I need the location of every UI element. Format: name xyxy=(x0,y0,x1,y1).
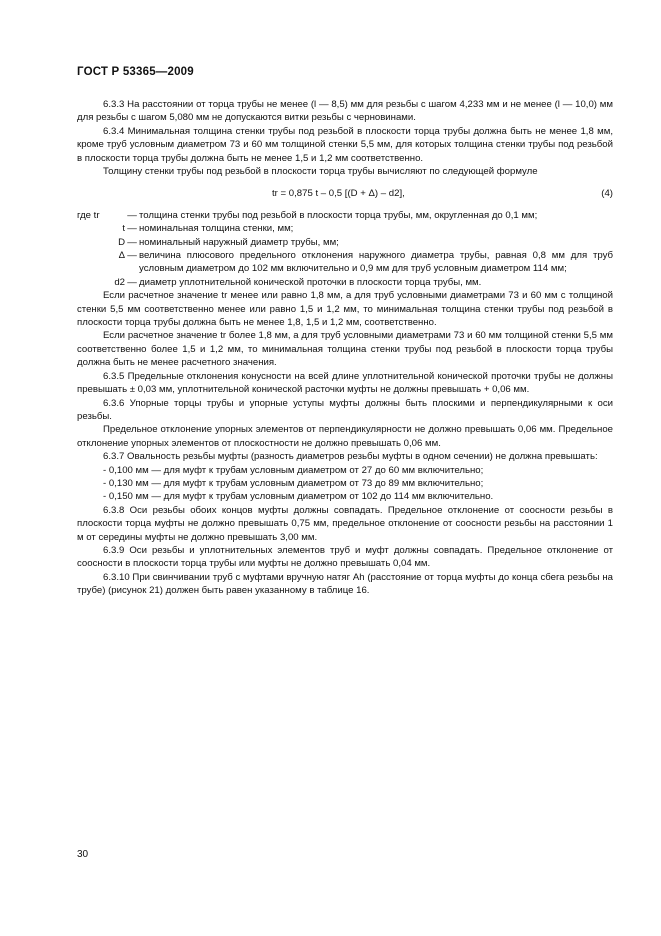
definition-text: диаметр уплотнительной конической проточки в плоскости торца трубы, мм. xyxy=(139,276,482,288)
definition-symbol: D xyxy=(118,236,125,248)
paragraph-6-3-6: 6.3.6 Упорные торцы трубы и упорные уступы муфты должны быть плоскими и перпендикулярными к оси резьбы. xyxy=(77,397,613,422)
definition-row xyxy=(77,236,613,249)
definition-dash: — xyxy=(127,236,137,248)
definition-dash: — xyxy=(127,223,137,235)
paragraph-6-3-9: 6.3.9 Оси резьбы и уплотнительных элементов труб и муфт должны совпадать. Предельное отклонение от соосности в плоскости торца трубы или муфты не должно превышать 0,04 мм. xyxy=(77,544,613,570)
definition-row xyxy=(77,249,613,276)
definition-row xyxy=(77,276,613,289)
paragraph-if-1: Если расчетное значение tr менее или равно 1,8 мм, а для труб условными диаметрами 73 и 60 мм с толщиной стенки 5,5 мм соответственно менее или равно 1,5 и 1,2 мм, то минимальная толщина стенки трубы под резьбой в плоскости торца трубы должна быть не менее 1,8, 1,5 и 1,2 мм, соответственно. xyxy=(77,290,613,329)
formula-number: (4) xyxy=(601,188,613,200)
definition-symbol: t xyxy=(122,223,125,235)
definition-row xyxy=(77,222,613,235)
definition-text: номинальная толщина стенки, мм; xyxy=(139,223,294,235)
document-header: ГОСТ Р 53365—2009 xyxy=(77,66,194,78)
paragraph-6-3-10: 6.3.10 При свинчивании труб с муфтами вручную натяг Ah (расстояние от торца муфты до конца сбега резьбы на трубе) (рисунок 21) должен быть равен указанному в таблице 16. xyxy=(77,571,613,597)
document-body xyxy=(77,98,613,598)
definition-dash: — xyxy=(127,276,137,288)
definition-text: толщина стенки трубы под резьбой в плоскости торца трубы, мм, округленная до 0,1 мм; xyxy=(139,209,538,221)
page-number: 30 xyxy=(77,849,89,860)
definition-symbol: d2 xyxy=(114,276,125,288)
paragraph-6-3-7: 6.3.7 Овальность резьбы муфты (разность диаметров резьбы муфты в одном сечении) не должна превышать: xyxy=(103,451,598,463)
ovality-list xyxy=(77,464,613,504)
paragraph-6-3-8: 6.3.8 Оси резьбы обоих концов муфты должны совпадать. Предельное отклонение от соосности резьбы в плоскости торца муфты не должно превышать 0,75 мм, предельное отклонение от соосности резьбы на расстоянии 1 м от середины муфты не должно превышать 3,00 мм. xyxy=(77,504,613,543)
definition-row xyxy=(77,209,613,222)
definition-text: номинальный наружный диаметр трубы, мм; xyxy=(139,236,339,248)
definition-text: величина плюсового предельного отклонения наружного диаметра трубы, равная 0,8 мм для труб условным диаметром до 102 мм включительно и 0,9 мм для труб условным диаметром 114 мм; xyxy=(139,250,613,275)
paragraph-6-3-5: 6.3.5 Предельные отклонения конусности на всей длине уплотнительной конической проточки трубы не должны превышать ± 0,03 мм, уплотнительной конической расточки муфты не должны превышать + 0,06 мм. xyxy=(77,370,613,396)
formula-intro: Толщину стенки трубы под резьбой в плоскости торца трубы вычисляют по следующей формуле xyxy=(103,166,538,178)
paragraph-if-2: Если расчетное значение tr более 1,8 мм, а для труб условными диаметрами 73 и 60 мм толщиной стенки 5,5 мм соответственно более 1,5 и 1,2 мм, то минимальная толщина стенки трубы под резьбой в плоскости торца трубы должна быть не менее расчетного значения. xyxy=(77,330,613,369)
list-item: - 0,130 мм — для муфт к трубам условным диаметром от 73 до 89 мм включительно; xyxy=(103,477,484,489)
paragraph-6-3-4: 6.3.4 Минимальная толщина стенки трубы под резьбой в плоскости торца трубы должна быть не менее 1,8 мм, кроме труб условным диаметром 73 и 60 мм толщиной стенки 5,5 мм, для которых толщина стенки трубы под резьбой в плоскости торца трубы должна быть не менее 1,5 и 1,2 мм соответственно. xyxy=(77,125,613,164)
definition-dash: — xyxy=(127,209,137,221)
list-item: - 0,150 мм — для муфт к трубам условным диаметром от 102 до 114 мм включительно. xyxy=(103,491,494,503)
definition-symbol: Δ xyxy=(118,250,125,262)
definition-dash: — xyxy=(127,250,137,262)
definition-symbol: где tr xyxy=(77,209,100,221)
formula-definitions xyxy=(77,209,613,289)
list-item: - 0,100 мм — для муфт к трубам условным диаметром от 27 до 60 мм включительно; xyxy=(103,464,484,476)
formula: tr = 0,875 t – 0,5 [(D + Δ) – d2], xyxy=(272,188,405,200)
formula-block xyxy=(77,187,613,200)
paragraph-6-3-3: 6.3.3 На расстоянии от торца трубы не менее (l — 8,5) мм для резьбы с шагом 4,233 мм и не менее (l — 10,0) мм для резьбы с шагом 5,080 мм не допускаются витки резьбы с черновинами. xyxy=(77,99,613,124)
paragraph-6-3-6-b: Предельное отклонение упорных элементов от перпендикулярности не должно превышать 0,06 мм. Предельное отклонение упорных элементов от плоскостности не должно превышать 0,06 мм. xyxy=(77,424,613,449)
